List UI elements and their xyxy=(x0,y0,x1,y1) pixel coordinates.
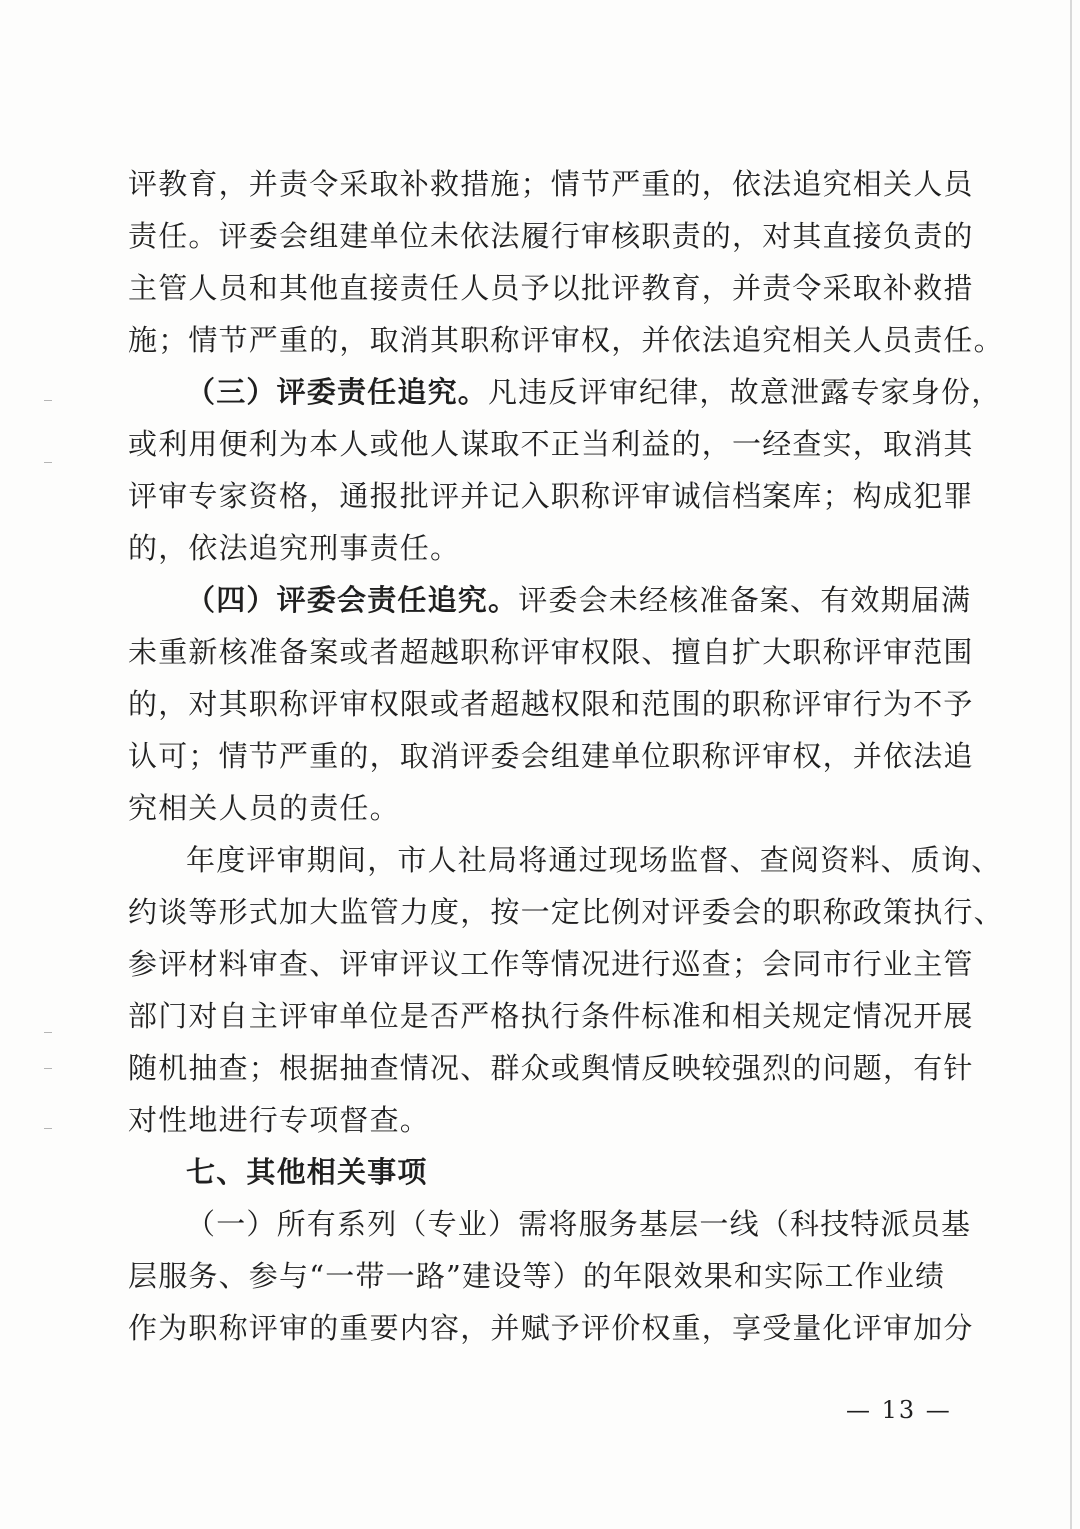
binding-margin-mark xyxy=(44,462,52,463)
binding-margin-mark xyxy=(44,400,52,401)
text-line: 评教育，并责令采取补救措施；情节严重的，依法追究相关人员 xyxy=(128,167,974,201)
text-line: 施；情节严重的，取消其职称评审权，并依法追究相关人员责任。 xyxy=(128,323,1004,357)
text-line: 究相关人员的责任。 xyxy=(128,791,400,825)
text-line: 主管人员和其他直接责任人员予以批评教育，并责令采取补救措 xyxy=(128,271,974,305)
page-edge-divider xyxy=(1070,0,1072,1529)
binding-margin-mark xyxy=(44,1068,52,1069)
text-line: 作为职称评审的重要内容，并赋予评价权重，享受量化评审加分 xyxy=(128,1311,974,1345)
text-line: 认可；情节严重的，取消评委会组建单位职称评审权，并依法追 xyxy=(128,739,974,773)
text-line: 年度评审期间，市人社局将通过现场监督、查阅资料、质询、 xyxy=(186,843,1002,877)
text-line: 未重新核准备案或者超越职称评审权限、擅自扩大职称评审范围 xyxy=(128,635,974,669)
text-line: 约谈等形式加大监管力度，按一定比例对评委会的职称政策执行、 xyxy=(128,895,1004,929)
text-line: 部门对自主评审单位是否严格执行条件标准和相关规定情况开展 xyxy=(128,999,974,1033)
text-line xyxy=(128,366,1002,418)
text-line: 随机抽查；根据抽查情况、群众或舆情反映较强烈的问题，有针 xyxy=(128,1051,974,1085)
text-line: 责任。评委会组建单位未依法履行审核职责的，对其直接负责的 xyxy=(128,219,974,253)
text-line: 评审专家资格，通报批评并记入职称评审诚信档案库；构成犯罪 xyxy=(128,479,974,513)
text-line: 的，依法追究刑事责任。 xyxy=(128,531,461,565)
text-line xyxy=(128,574,972,626)
text-run: 评委会未经核准备案、有效期届满 xyxy=(518,583,972,617)
text-line: 或利用便利为本人或他人谋取不正当利益的，一经查实，取消其 xyxy=(128,427,974,461)
subsection-heading: （三）评委责任追究。 xyxy=(186,375,489,409)
text-line: 对性地进行专项督查。 xyxy=(128,1103,431,1137)
binding-margin-mark xyxy=(44,1128,52,1129)
section-title: 七、其他相关事项 xyxy=(186,1155,428,1189)
subsection-heading: （四）评委会责任追究。 xyxy=(186,583,519,617)
body-text xyxy=(128,158,1004,1354)
page-number: — 13 — xyxy=(846,1396,952,1424)
text-line: （一）所有系列（专业）需将服务基层一线（科技特派员基 xyxy=(186,1207,972,1241)
text-line: 层服务、参与“一带一路”建设等）的年限效果和实际工作业绩 xyxy=(128,1259,946,1293)
text-line: 的，对其职称评审权限或者超越权限和范围的职称评审行为不予 xyxy=(128,687,974,721)
text-run: 凡违反评审纪律，故意泄露专家身份， xyxy=(488,375,1002,409)
text-line: 参评材料审查、评审评议工作等情况进行巡查；会同市行业主管 xyxy=(128,947,974,981)
binding-margin-mark xyxy=(44,1032,52,1033)
